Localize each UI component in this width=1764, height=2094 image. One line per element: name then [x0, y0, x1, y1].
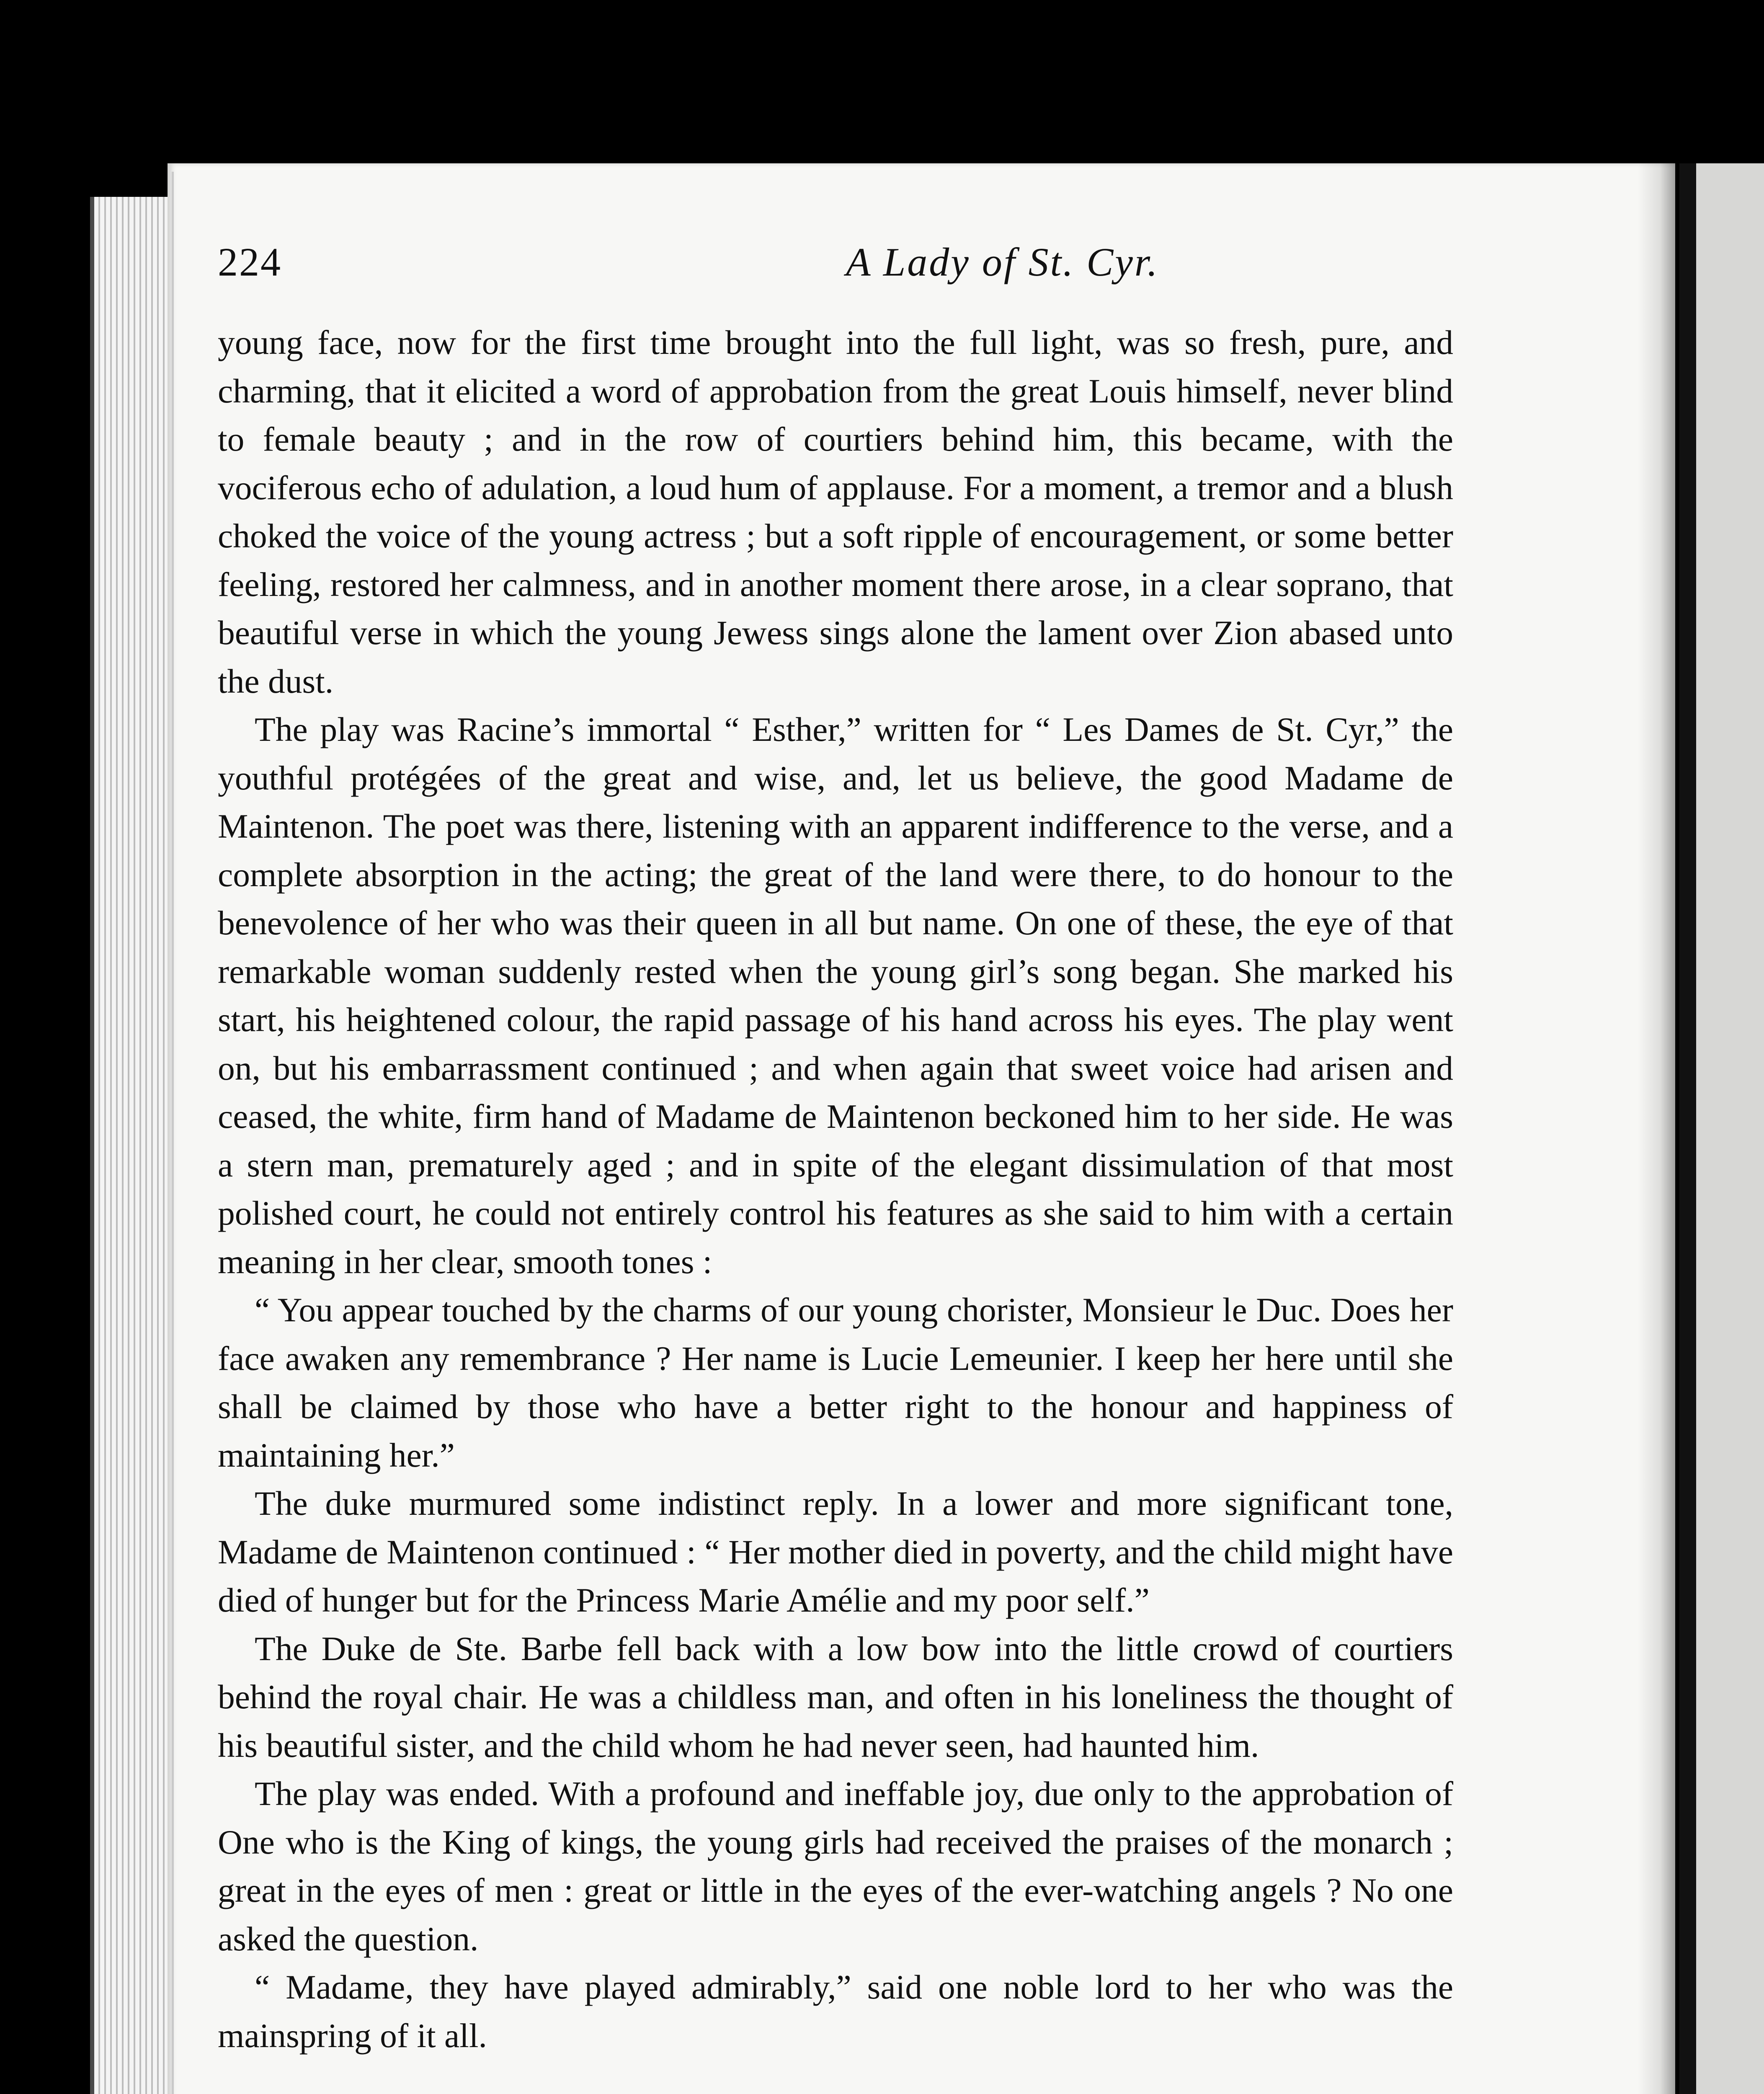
running-title: A Lady of St. Cyr. — [846, 240, 1159, 284]
paragraph-6: The play was ended. With a profound and ineffable joy, due only to the approbation of One who is the King of kings, the young girls had received the praises of the monarch ; great in the eyes of men : great or little in the eyes of the ever-watching angels ? No one asked the question. — [218, 1774, 1453, 1958]
paragraph-7: “ Madame, they have played admirably,” said one noble lord to her who was the mainspring of it all. — [218, 1968, 1453, 2055]
body-text — [218, 318, 1453, 2060]
page-number: 224 — [218, 240, 282, 284]
book-gutter — [1679, 163, 1696, 2094]
gutter-shadow — [1638, 163, 1675, 2094]
paragraph-3: “ You appear touched by the charms of our young chorister, Monsieur le Duc. Does her face awaken any remembrance ? Her name is Lucie Lemeunier. I keep her here until she shall be claimed by those who have a better right to the honour and happiness of maintaining her.” — [218, 1291, 1453, 1474]
paragraph-5: The Duke de Ste. Barbe fell back with a low bow into the little crowd of courtiers behind the royal chair. He was a childless man, and often in his loneliness the thought of his beautiful sister, and the child whom he had never seen, had haunted him. — [218, 1629, 1453, 1764]
page-header — [218, 239, 1453, 289]
paragraph-2: The play was Racine’s immortal “ Esther,” written for “ Les Dames de St. Cyr,” the youthful protégées of the great and wise, and, let us believe, the good Madame de Maintenon. The poet was there, listening with an apparent indifference to the verse, and a complete absorption in the acting; the great of the land were there, to do honour to the benevolence of her who was their queen in all but name. On one of these, the eye of that remarkable woman suddenly rested when the young girl’s song began. She marked his start, his heightened colour, the rapid passage of his hand across his eyes. The play went on, but his embarrassment continued ; and when again that sweet voice had arisen and ceased, the white, firm hand of Madame de Maintenon beckoned him to her side. He was a stern man, prematurely aged ; and in spite of the elegant dissimulation of that most polished court, he could not entirely control his features as she said to him with a certain meaning in her clear, smooth tones : — [218, 710, 1453, 1281]
paragraph-1: young face, now for the first time brought into the full light, was so fresh, pure, and charming, that it elicited a word of approbation from the great Louis himself, never blind to female beauty ; and in the row of courtiers behind him, this became, with the vociferous echo of adulation, a loud hum of applause. For a moment, a tremor and a blush choked the voice of the young actress ; but a soft ripple of encouragement, or some better feeling, restored her calmness, and in another moment there arose, in a clear soprano, that beautiful verse in which the young Jewess sings alone the lament over Zion abased unto the dust. — [218, 323, 1453, 700]
book-page-edges — [90, 197, 178, 2094]
paragraph-4: The duke murmured some indistinct reply. In a lower and more significant tone, Madame de Maintenon continued : “ Her mother died in poverty, and the child might have died of hunger but for the Princess Marie Amélie and my poor self.” — [218, 1484, 1453, 1619]
